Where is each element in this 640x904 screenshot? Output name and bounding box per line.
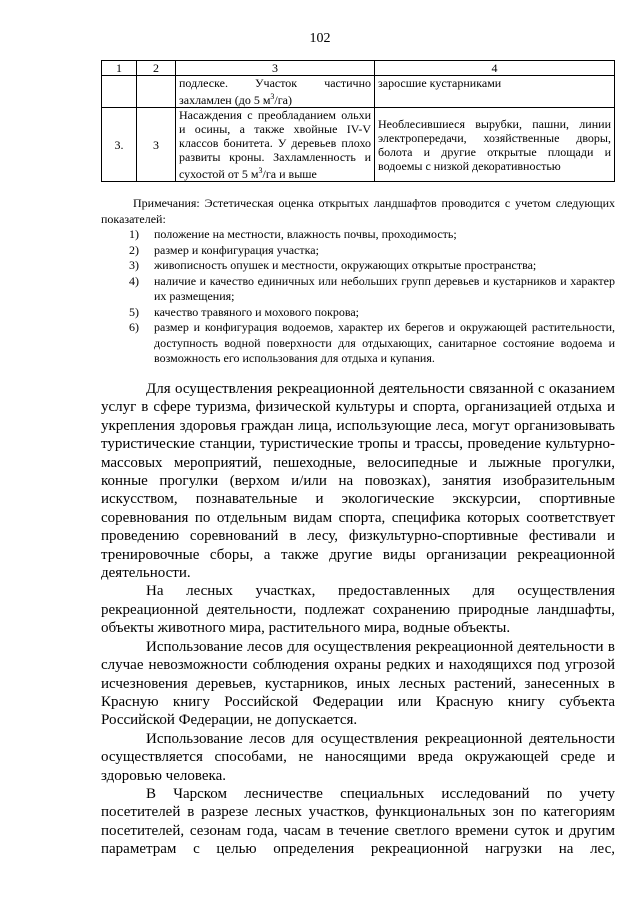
list-item: 5) качество травяного и мохового покрова; xyxy=(129,304,359,319)
row-b-landscape: Необлесившиеся вырубки, пашни, линии электропередачи, хозяйственные дворы, болота и другие открытые площади и водоемы с низкой декоративностью xyxy=(375,108,615,182)
notes-section xyxy=(101,196,615,367)
header-cell-2: 2 xyxy=(137,61,176,76)
row-a-landscape: заросшие кустарниками xyxy=(375,76,615,108)
list-item: 2) размер и конфигурация участка; xyxy=(129,242,319,257)
row-b-num: 3. xyxy=(102,108,137,182)
notes-list xyxy=(101,227,615,367)
body-text xyxy=(101,380,615,859)
row-a-num xyxy=(102,76,137,108)
row-b-class: 3 xyxy=(137,108,176,182)
list-item: 4) наличие и качество единичных или небольших групп деревьев и кустарников и характер их размещения; xyxy=(129,273,615,303)
header-cell-3: 3 xyxy=(176,61,375,76)
table-row xyxy=(102,76,615,108)
page-number: 102 xyxy=(309,31,331,46)
paragraph: На лесных участках, предоставленных для осуществления рекреационной деятельности, подлежат сохранению природные ландшафты, объекты животного мира, растительного мира, водные объекты. xyxy=(101,583,615,637)
table-header-row xyxy=(102,61,615,76)
list-item: 3) живописность опушек и местности, окружающих открытые пространства; xyxy=(129,258,537,272)
list-item: 6) размер и конфигурация водоемов, характер их берегов и окружающей растительности, доступность водной поверхности для отдыхающих, санитарное состояние водоема и возможность его использования для отдыха и купания. xyxy=(129,320,615,365)
row-b-description: Насаждения с преобладанием ольхи и осины, а также хвойные IV-V классов бонитета. У деревьев плохо развиты кроны. Захламленность и сухостой от 5 $м^3/га$ и выше xyxy=(176,108,375,182)
list-item: 1) положение на местности, влажность почвы, проходимость; xyxy=(129,227,457,241)
table-row xyxy=(102,108,615,182)
paragraph: Для осуществления рекреационной деятельности связанной с оказанием услуг в сфере туризма, физической культуры и спорта, организацией отдыха и укрепления здоровья граждан лица, использующие леса, могут организовывать туристические станции, туристические тропы и трассы, проведение культурно-массовых мероприятий, пешеходные, велосипедные и лыжные прогулки, конные прогулки (верхом и/или на повозках), занятия изобразительным искусством, познавательные и экологические экскурсии, спортивные соревнования по отдельным видам спорта, специфика которых соответствует проведению соревнований в лесу, физкультурно-спортивные фестивали и тренировочные сборы, а также другие виды организации рекреационной деятельности. xyxy=(101,381,615,582)
paragraph: Использование лесов для осуществления рекреационной деятельности в случае невозможности соблюдения охраны редких и находящихся под угрозой исчезновения деревьев, кустарников, иных лесных растений, занесенных в Красную книгу Российской Федерации или Красную книгу субъекта Российской Федерации, не допускается. xyxy=(101,638,615,729)
notes-intro: Примечания: Эстетическая оценка открытых ландшафтов проводится с учетом следующих показателей: xyxy=(101,196,615,226)
header-cell-1: 1 xyxy=(102,61,137,76)
paragraph: Использование лесов для осуществления рекреационной деятельности осуществляется способами, не наносящими вреда окружающей среде и здоровью человека. xyxy=(101,730,615,784)
row-a-class xyxy=(137,76,176,108)
paragraph: В Чарском лесничестве специальных исследований по учету посетителей в разрезе лесных участков, функциональных зон по категориям посетителей, сезонам года, часам в течение светлого времени суток и другим параметрам с целью определения рекреационной нагрузки на лес, xyxy=(101,785,615,858)
landscape-table xyxy=(101,60,615,182)
row-a-description: подлеске. Участок частично захламлен (до 5 $м^3/га$) xyxy=(176,76,375,108)
header-cell-4: 4 xyxy=(375,61,615,76)
